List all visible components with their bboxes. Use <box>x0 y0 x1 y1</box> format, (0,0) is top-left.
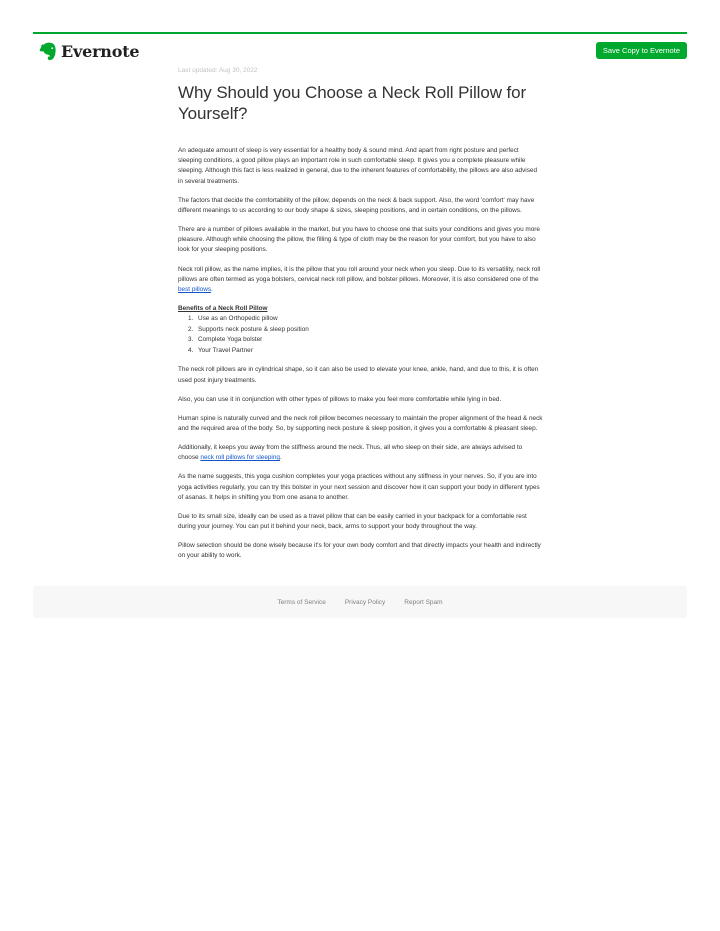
article <box>178 67 543 570</box>
list-item: 3. Complete Yoga bolster <box>188 336 263 344</box>
privacy-policy-link[interactable]: Privacy Policy <box>344 598 386 606</box>
best-pillows-link[interactable]: best pillows <box>178 285 212 293</box>
list-item: 4. Your Travel Partner <box>188 346 253 354</box>
last-updated-date: Last updated: Aug 30, 2022 <box>178 67 258 74</box>
list-item: 2. Supports neck posture & sleep position <box>188 325 309 333</box>
top-accent-rule <box>33 32 687 34</box>
paragraph: The factors that decide the comfortability of the pillow, depends on the neck & back support. Also, the word 'comfort' may have different meanings to us according to our body shape & sizes, sleeping positions, and in certain conditions, on the pillows. <box>178 196 535 214</box>
paragraph: The neck roll pillows are in cylindrical shape, so it can also be used to elevate your knee, ankle, hand, and due to this, it is often used post injury treatments. <box>178 366 539 384</box>
header <box>33 40 687 62</box>
save-copy-button[interactable]: Save Copy to Evernote <box>596 42 687 59</box>
paragraph: There are a number of pillows available in the market, but you have to choose one that suits your conditions and gives you more pleasure. Although while choosing the pillow, the filling & type of cloth may be the reason for your comfort, but you have to also look for your sleeping positions. <box>178 226 540 254</box>
paragraph: Neck roll pillow, as the name implies, it is the pillow that you roll around your neck when you sleep. Due to its versatility, neck roll pillows are often termed as yoga bolsters, cervical neck roll pillow, and bolster pillows. Moreover, it is also considered one of the best pillows. <box>178 265 541 293</box>
paragraph: Human spine is naturally curved and the neck roll pillow becomes necessary to maintain the proper alignment of the head & neck and the required area of the body. So, by supporting neck posture & sleep position, it gives you a comfortable & pleasant sleep. <box>178 414 543 432</box>
brand-name: Evernote <box>61 41 140 61</box>
article-title: Why Should you Choose a Neck Roll Pillow for Yourself? <box>178 83 527 123</box>
report-spam-link[interactable]: Report Spam <box>404 598 443 606</box>
terms-of-service-link[interactable]: Terms of Service <box>277 598 326 606</box>
paragraph: An adequate amount of sleep is very essential for a healthy body & sound mind. And apart from right posture and perfect sleeping conditions, a good pillow plays an important role in such comfortable sleep. It gives you a complete pleasure while sleeping. Although this fact is less realized in general, due to the inherent features of comfortability, the pillows are also advised in several treatments. <box>178 147 538 185</box>
article-body <box>178 146 543 562</box>
benefits-list <box>188 314 543 356</box>
list-item: 1. Use as an Orthopedic pillow <box>188 315 278 322</box>
footer <box>33 586 687 618</box>
paragraph: Due to its small size, ideally can be used as a travel pillow that can be easily carried in your backpack for a comfortable rest during your journey. You can put it behind your neck, back, arms to support your body throughout the way. <box>178 512 527 531</box>
paragraph: As the name suggests, this yoga cushion completes your yoga practices without any stiffness in your nerves. So, if you are into yoga activities regularly, you can try this bolster in your next session and discover how it can support your body in different types of asanas. It helps in shifting you from one asana to another. <box>178 473 540 501</box>
neck-roll-pillows-link[interactable]: neck roll pillows for sleeping <box>200 454 280 462</box>
benefits-heading: Benefits of a Neck Roll Pillow <box>178 305 268 312</box>
paragraph: Pillow selection should be done wisely because it's for your own body comfort and that directly impacts your health and indirectly on your ability to work. <box>178 542 541 560</box>
paragraph: Also, you can use it in conjunction with other types of pillows to make you feel more comfortable while lying in bed. <box>178 395 502 403</box>
evernote-logo[interactable] <box>39 41 139 61</box>
evernote-elephant-icon <box>39 41 57 61</box>
paragraph: Additionally, it keeps you away from the stiffness around the neck. Thus, all who sleep on their side, are always advised to choose neck roll pillows for sleeping. <box>178 444 523 462</box>
